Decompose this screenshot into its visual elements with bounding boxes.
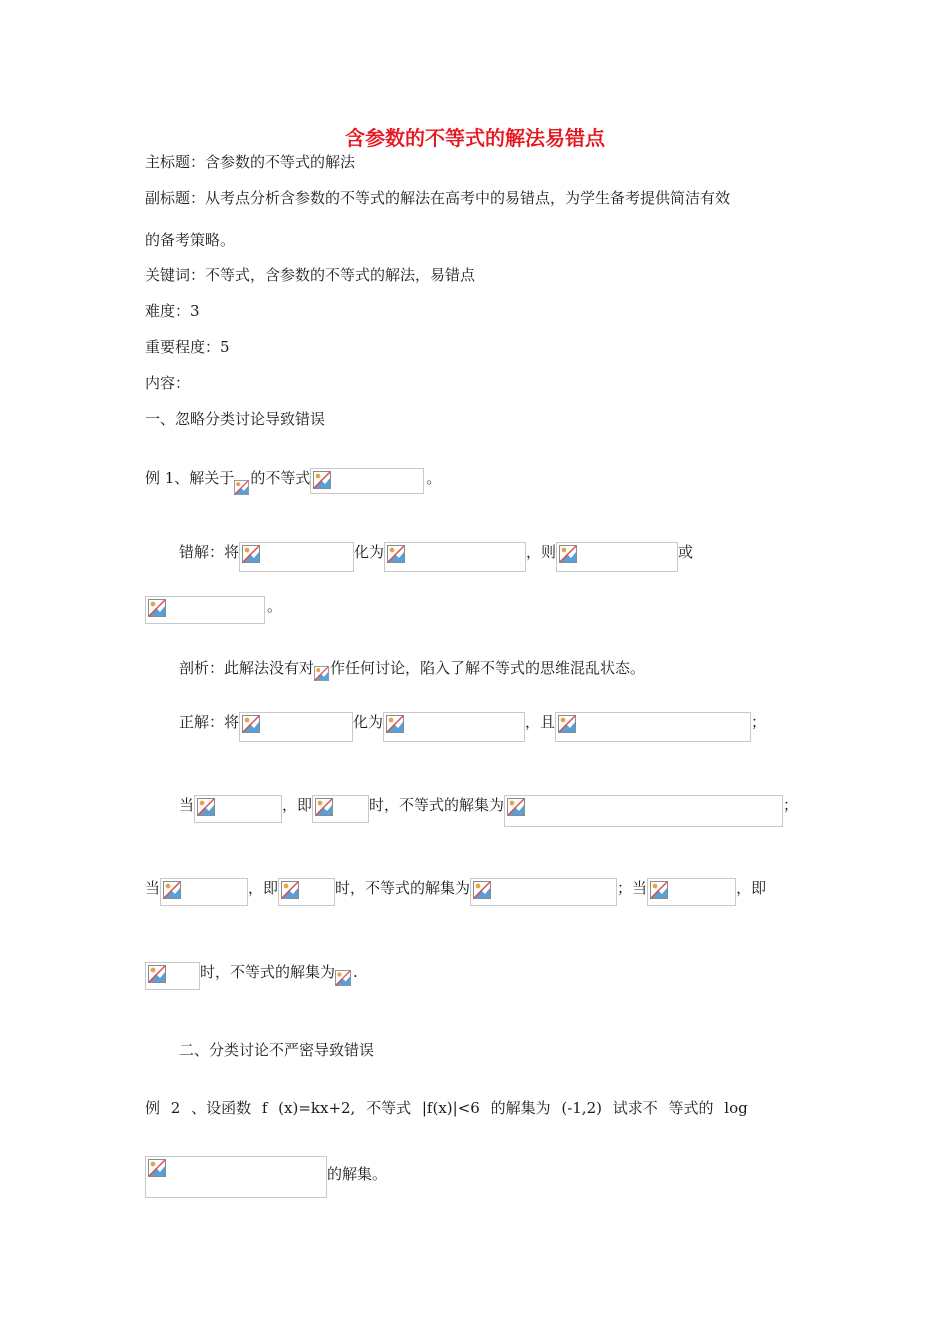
broken-image-icon — [559, 545, 577, 563]
broken-image-icon — [148, 1159, 166, 1177]
formula-image — [239, 712, 353, 742]
case-line-1: 当 ，即 时，不等式的解集为 ； — [179, 795, 798, 827]
document-title: 含参数的不等式的解法易错点 — [345, 126, 605, 150]
content-label: 内容： — [145, 374, 191, 392]
formula-image — [234, 468, 250, 496]
formula-image — [312, 795, 369, 823]
broken-image-icon — [650, 881, 668, 899]
formula-image — [239, 542, 354, 572]
broken-image-icon — [234, 480, 249, 495]
broken-image-icon — [242, 715, 260, 733]
formula-image — [470, 878, 617, 906]
formula-image — [555, 712, 751, 742]
formula-image — [194, 795, 282, 823]
formula-image — [314, 658, 330, 682]
formula-image — [145, 962, 200, 990]
formula-image — [384, 542, 526, 572]
importance-line: 重要程度：5 — [145, 338, 230, 356]
case-line-3: 时，不等式的解集为 . — [145, 962, 358, 990]
correct-solution-line: 正解：将 化为 ，且 ； — [179, 712, 766, 742]
subtitle-line-cont: 的备考策略。 — [145, 231, 236, 249]
example-1-line: 例 1、解关于 的不等式 。 — [145, 468, 441, 496]
case-line-2: 当 ，即 时，不等式的解集为 ；当 ，即 — [145, 878, 766, 906]
broken-image-icon — [148, 965, 166, 983]
example-2-line-cont: 的解集。 — [145, 1156, 387, 1198]
keywords-line: 关键词：不等式，含参数的不等式的解法，易错点 — [145, 266, 476, 284]
broken-image-icon — [387, 545, 405, 563]
broken-image-icon — [558, 715, 576, 733]
formula-image — [647, 878, 736, 906]
wrong-solution-line-cont: 。 — [145, 596, 282, 624]
broken-image-icon — [507, 798, 525, 816]
formula-image — [278, 878, 335, 906]
broken-image-icon — [197, 798, 215, 816]
broken-image-icon — [313, 471, 331, 489]
formula-image — [504, 795, 783, 827]
formula-image — [310, 468, 424, 494]
section-heading-2: 二、分类讨论不严密导致错误 — [179, 1041, 375, 1059]
formula-image — [145, 596, 265, 624]
broken-image-icon — [335, 970, 351, 986]
broken-image-icon — [163, 881, 181, 899]
broken-image-icon — [473, 881, 491, 899]
formula-image — [383, 712, 525, 742]
main-title-line: 主标题：含参数的不等式的解法 — [145, 153, 356, 171]
formula-image — [160, 878, 248, 906]
formula-image — [145, 1156, 327, 1198]
formula-image — [335, 962, 353, 990]
broken-image-icon — [314, 666, 329, 681]
difficulty-line: 难度：3 — [145, 302, 200, 320]
broken-image-icon — [148, 599, 166, 617]
section-heading-1: 一、忽略分类讨论导致错误 — [145, 410, 326, 428]
broken-image-icon — [242, 545, 260, 563]
subtitle-line: 副标题：从考点分析含参数的不等式的解法在高考中的易错点，为学生备考提供简洁有效 — [145, 189, 731, 207]
wrong-solution-line: 错解：将 化为 ，则 或 — [179, 542, 693, 572]
example-2-line: 例 2 、设函数 f (x)=kx+2, 不等式 |f(x)|<6 的解集为 (-1,2) 试求不 等式的 log — [145, 1099, 748, 1117]
broken-image-icon — [281, 881, 299, 899]
formula-image — [556, 542, 678, 572]
analysis-line: 剖析：此解法没有对 作任何讨论，陷入了解不等式的思维混乱状态。 — [179, 658, 645, 682]
broken-image-icon — [386, 715, 404, 733]
broken-image-icon — [315, 798, 333, 816]
